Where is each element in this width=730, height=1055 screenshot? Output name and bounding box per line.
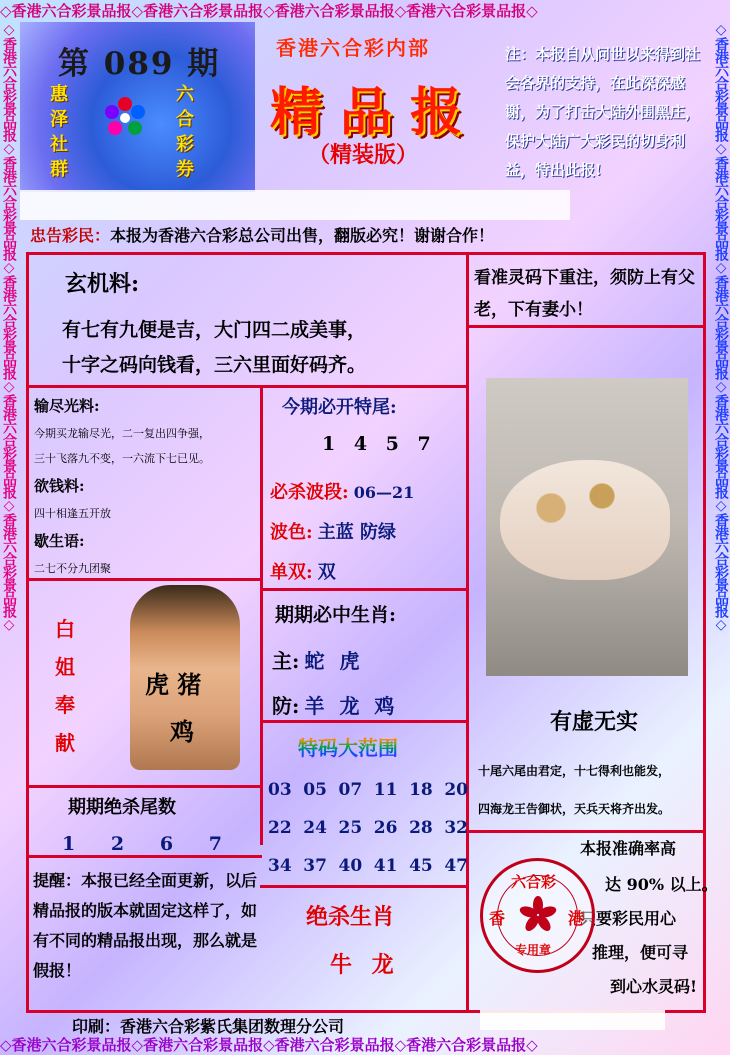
lottery-logo-icon — [102, 95, 148, 141]
grid-line — [466, 830, 706, 833]
official-seal — [480, 858, 595, 973]
frame-bottom-text: ◇香港六合彩景品报◇香港六合彩景品报◇香港六合彩景品报◇香港六合彩景品报◇ — [0, 1036, 538, 1054]
special-row: 34 37 40 41 45 47 — [268, 856, 468, 876]
color-label: 波色: — [270, 522, 313, 543]
special-range-grid — [268, 780, 468, 894]
bai-jie-vertical-text: 白 姐 奉 献 — [55, 617, 75, 755]
pig-line-2: 四海龙王告御状，天兵天将齐出发。 — [478, 802, 671, 816]
accuracy-line-5: 到心水灵码! — [610, 977, 698, 996]
grid-line — [260, 720, 468, 723]
white-strip-bottom — [480, 1010, 665, 1030]
zodiac-main-row — [272, 645, 363, 674]
special-row: 03 05 07 11 18 20 — [268, 780, 468, 800]
kill-zodiac-title: 绝杀生肖 — [306, 904, 395, 930]
photo-overlay-text-1: 虎 猪 — [145, 670, 202, 699]
kill-band-value: 06—21 — [353, 483, 415, 502]
zodiac-main-value: 蛇 虎 — [304, 649, 364, 673]
shujin-title: 输尽光料: — [34, 397, 100, 415]
grid-line — [26, 385, 468, 388]
right-top-text: 看准灵码下重注，须防上有父老，下有妻小！ — [474, 268, 695, 320]
pig-line-1: 十尾六尾由君定，十七得利也能发， — [478, 764, 671, 778]
special-row: 22 24 25 26 28 32 — [268, 818, 468, 838]
kill-band-row — [270, 478, 414, 504]
kill-zodiac-value: 牛 龙 — [330, 952, 400, 978]
color-value: 主蓝 防绿 — [317, 522, 397, 543]
issue-number: 第 089 期 — [58, 46, 221, 82]
frame-right-text: ◇香港六合彩景品报◇香港六合彩景品报◇香港六合彩景品报◇香港六合彩景品报◇香港六合彩景品报◇ — [713, 22, 729, 632]
grid-line — [466, 252, 469, 1012]
odd-even-row — [270, 558, 336, 584]
pig-figure — [500, 460, 670, 580]
accuracy-line-2: 达 90% 以上。 — [605, 875, 718, 894]
xuanji-line-2: 十字之码向钱看，三六里面好码齐。 — [62, 354, 367, 376]
accuracy-line-4: 推理，便可寻 — [592, 943, 689, 962]
tail-title: 今期必开特尾: — [282, 397, 397, 418]
frame-left-text: ◇香港六合彩景品报◇香港六合彩景品报◇香港六合彩景品报◇香港六合彩景品报◇香港六合彩景品报◇ — [1, 22, 17, 632]
kill-tail-numbers: 1 2 6 7 — [62, 833, 222, 855]
seal-left-text: 香 — [489, 909, 506, 928]
print-line: 印刷：香港六合彩紫氏集团数理分公司 — [72, 1017, 345, 1036]
pig-caption: 有虚无实 — [550, 709, 639, 735]
white-strip — [20, 190, 570, 220]
shujin-line-1: 今期买龙输尽光，二一复出四争强， — [34, 427, 210, 440]
right-vertical-text: 六 合 彩 券 — [176, 84, 194, 180]
yuqian-line: 四十相逢五开放 — [34, 507, 111, 520]
odd-even-label: 单双: — [270, 562, 313, 583]
grid-line — [26, 855, 262, 858]
xuanji-title: 玄机料: — [65, 271, 140, 297]
yuqian-title: 欲钱料: — [34, 477, 85, 495]
color-row — [270, 518, 396, 544]
shujin-line-2: 三十飞落九不变，一六流下七已见。 — [34, 452, 210, 465]
seal-right-text: 港 — [568, 909, 585, 928]
xuanji-line-1: 有七有九便是吉，大门四二成美事， — [62, 319, 367, 341]
zodiac-main-label: 主: — [272, 649, 300, 673]
warning-text: 本报为香港六合彩总公司出售，翻版必究！谢谢合作！ — [110, 226, 495, 245]
xiesheng-title: 歇生语: — [34, 532, 85, 550]
grid-line — [26, 252, 706, 255]
zodiac-guard-row — [272, 690, 398, 719]
main-title: 精品报 — [270, 82, 481, 143]
warning-line — [30, 223, 494, 246]
tail-numbers: 1 4 5 7 — [322, 433, 437, 455]
grid-line — [260, 385, 263, 845]
zodiac-title: 期期必中生肖: — [275, 604, 397, 626]
grid-line — [703, 252, 706, 1012]
seal-bottom-text: 专用章 — [515, 943, 552, 957]
header-org-title: 香港六合彩内部 — [276, 36, 430, 60]
zodiac-guard-label: 防: — [272, 694, 300, 718]
notice-text: 注：本报自从问世以来得到社会各界的支持，在此深深感谢，为了打击大陆外围黑庄，保护大陆广大彩民的切身利益，特出此报! — [505, 45, 701, 179]
frame-top-text: ◇香港六合彩景品报◇香港六合彩景品报◇香港六合彩景品报◇香港六合彩景品报◇ — [0, 2, 538, 20]
grid-line — [260, 588, 468, 591]
xiesheng-line: 二七不分九团聚 — [34, 562, 111, 575]
kill-band-label: 必杀波段: — [270, 482, 349, 503]
reminder-text: 提醒：本报已经全面更新，以后精品报的版本就固定这样了，如有不同的精品报出现，那么就是假报！ — [33, 871, 258, 980]
kill-tail-title: 期期绝杀尾数 — [68, 797, 176, 818]
warning-label: 忠告彩民： — [30, 226, 111, 245]
odd-even-value: 双 — [317, 562, 336, 583]
grid-line — [26, 578, 262, 581]
bauhinia-icon — [518, 895, 558, 935]
grid-line — [26, 785, 262, 788]
special-range-title: 特码大范围 — [298, 732, 398, 761]
accuracy-line-1: 本报准确率高 — [580, 839, 677, 858]
edition-label: （精装版） — [308, 142, 419, 168]
zodiac-guard-value: 羊 龙 鸡 — [304, 694, 399, 718]
accuracy-line-3: 只要彩民用心 — [580, 909, 677, 928]
left-vertical-text: 惠 泽 社 群 — [50, 84, 68, 180]
grid-line — [26, 252, 29, 1012]
seal-top-text: 六合彩 — [511, 873, 557, 891]
photo-overlay-text-2: 鸡 — [170, 717, 194, 746]
